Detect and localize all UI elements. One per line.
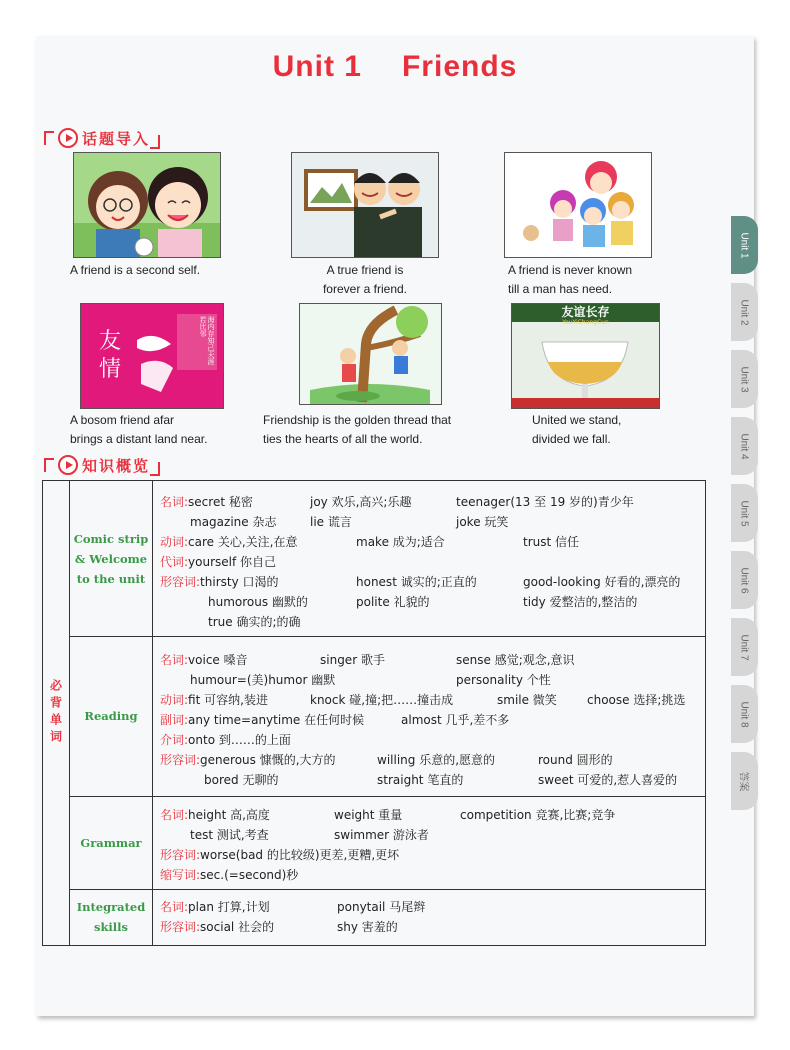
vocab-item: joke 玩笑 <box>456 515 509 529</box>
vocab-item: choose 选择;挑选 <box>587 693 686 707</box>
vocab-item: singer 歌手 <box>320 653 385 667</box>
row-body <box>153 481 705 636</box>
picture-cartoon-girls <box>73 152 221 258</box>
tab-unit-1[interactable]: Unit 1 <box>731 216 758 274</box>
bracket-left-icon <box>44 131 54 145</box>
unit-number: Unit 1 <box>272 50 362 83</box>
bracket-right-icon <box>150 135 160 149</box>
vocab-item: test 测试,考查 <box>190 828 269 842</box>
table-row-integrated-skills <box>70 889 705 945</box>
vocab-item: joy 欢乐,高兴;乐趣 <box>310 495 412 509</box>
section-title: 话题导入 <box>82 129 151 148</box>
caption-1: A friend is a second self. <box>70 263 201 277</box>
vocab-item: humorous 幽默的 <box>208 595 308 609</box>
caption-2: A true friend is forever a friend. <box>322 263 408 296</box>
picture-group-friends <box>504 152 652 258</box>
vocab-line: 动词:fit 可容纳,装进 <box>160 693 268 707</box>
section-overview <box>44 454 160 476</box>
vocab-item: willing 乐意的,愿意的 <box>377 753 496 767</box>
vocab-line: 缩写词:sec.(=second)秒 <box>160 868 299 882</box>
vocab-line: 形容词:generous 慷慨的,大方的 <box>160 753 336 767</box>
vocab-item: bored 无聊的 <box>204 773 279 787</box>
picture-friendship-banner <box>511 303 660 409</box>
vocab-item: round 圆形的 <box>538 753 613 767</box>
vocab-item: swimmer 游泳者 <box>334 828 429 842</box>
picture-kids-tree <box>299 303 442 405</box>
vocab-item: teenager(13 至 19 岁的)青少年 <box>456 495 634 509</box>
vocab-item: sense 感觉;观念,意识 <box>456 653 575 667</box>
vocab-line: 形容词:worse(bad 的比较级)更差,更糟,更坏 <box>160 848 400 862</box>
picture-friendship-card <box>80 303 224 409</box>
tab-unit-3[interactable]: Unit 3 <box>731 350 758 408</box>
row-label: Comic strip & Welcome to the unit <box>70 481 153 636</box>
tab-unit-6[interactable]: Unit 6 <box>731 551 758 609</box>
vocab-item: straight 笔直的 <box>377 773 464 787</box>
vocab-line: 代词:yourself 你自己 <box>160 555 277 569</box>
vocab-line: 形容词:thirsty 口渴的 <box>160 575 279 589</box>
row-body <box>153 796 705 889</box>
play-icon <box>58 128 78 148</box>
caption-4: A bosom friend afar brings a distant land near. <box>70 413 208 446</box>
row-label: Grammar <box>70 796 153 889</box>
vocab-item: trust 信任 <box>523 535 580 549</box>
vocab-line: 名词:secret 秘密 <box>160 495 253 509</box>
row-body <box>153 636 705 796</box>
vocab-item: knock 碰,撞;把……撞击成 <box>310 693 454 707</box>
banner-title: 友谊长存 <box>561 305 610 319</box>
table-row-reading <box>70 636 705 797</box>
friendship-characters: 友情 <box>99 329 122 382</box>
vocab-line: 名词:voice 嗓音 <box>160 653 248 667</box>
vocab-item: smile 微笑 <box>497 693 557 707</box>
vocab-line: 副词:any time=anytime 在任何时候 <box>160 713 365 727</box>
vocab-item: humour=(美)humor 幽默 <box>190 673 336 687</box>
section-topic-intro <box>44 127 160 149</box>
vocab-line: 名词:height 高,高度 <box>160 808 270 822</box>
vocab-item: weight 重量 <box>334 808 403 822</box>
tab-unit-7[interactable]: Unit 7 <box>731 618 758 676</box>
bracket-right-icon <box>150 462 160 476</box>
banner-pinyin: YouYiChangCun <box>562 319 609 326</box>
row-body <box>153 889 705 945</box>
vocab-line: 形容词:social 社会的 <box>160 920 275 934</box>
section-title: 知识概览 <box>82 456 151 475</box>
tab-unit-5[interactable]: Unit 5 <box>731 484 758 542</box>
caption-6: United we stand, divided we fall. <box>532 413 622 446</box>
must-memorize-label: 必背单词 <box>43 481 70 945</box>
vocabulary-table <box>42 480 706 946</box>
vocab-item: shy 害羞的 <box>337 920 398 934</box>
tab-unit-4[interactable]: Unit 4 <box>731 417 758 475</box>
vocab-line: 动词:care 关心,关注,在意 <box>160 535 298 549</box>
page-title <box>0 50 790 84</box>
vocab-item: magazine 杂志 <box>190 515 277 529</box>
row-label: Integrated skills <box>70 889 153 945</box>
row-label: Reading <box>70 636 153 796</box>
vocab-item: good-looking 好看的,漂亮的 <box>523 575 681 589</box>
tab-answers[interactable]: 答案 <box>731 752 758 810</box>
vocab-item: lie 谎言 <box>310 515 352 529</box>
vocab-item: polite 礼貌的 <box>356 595 430 609</box>
caption-5: Friendship is the golden thread that ties the hearts of all the world. <box>263 413 452 446</box>
vocab-item: make 成为;适合 <box>356 535 445 549</box>
poem-text: 海内存知己天涯若比邻 <box>199 316 215 365</box>
vocab-line: 名词:plan 打算,计划 <box>160 900 270 914</box>
bracket-left-icon <box>44 458 54 472</box>
unit-name: Friends <box>401 50 518 83</box>
vocab-item: true 确实的;的确 <box>208 615 301 629</box>
vocab-item: personality 个性 <box>456 673 551 687</box>
tab-unit-8[interactable]: Unit 8 <box>731 685 758 743</box>
vocab-item: sweet 可爱的,惹人喜爱的 <box>538 773 678 787</box>
picture-two-men <box>291 152 439 258</box>
vocab-item: competition 竞赛,比赛;竞争 <box>460 808 616 822</box>
table-row-comic-strip <box>70 481 705 637</box>
caption-3: A friend is never known till a man has need. <box>508 263 633 296</box>
vocab-item: tidy 爱整洁的,整洁的 <box>523 595 638 609</box>
play-icon <box>58 455 78 475</box>
tab-unit-2[interactable]: Unit 2 <box>731 283 758 341</box>
vocab-line: 介词:onto 到……的上面 <box>160 733 291 747</box>
vocab-item: honest 诚实的;正直的 <box>356 575 477 589</box>
vocab-item: ponytail 马尾辫 <box>337 900 426 914</box>
vocab-item: almost 几乎,差不多 <box>401 713 510 727</box>
table-row-grammar <box>70 796 705 890</box>
